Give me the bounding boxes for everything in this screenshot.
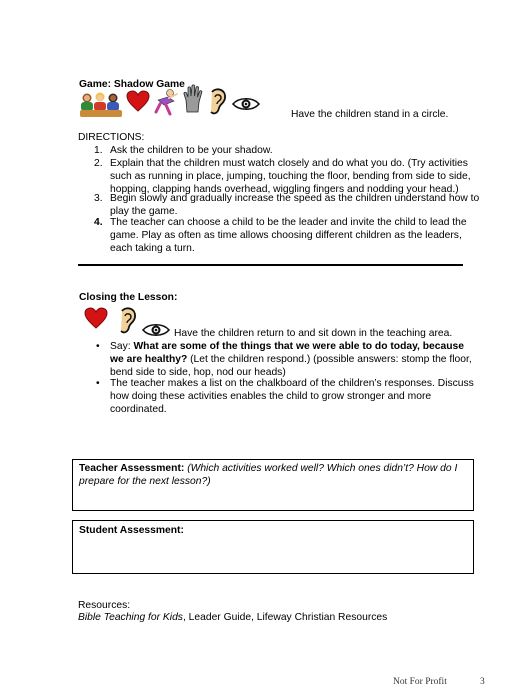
closing-icon-caption: Have the children return to and sit down in the teaching area.	[174, 328, 453, 339]
game-icon-caption: Have the children stand in a circle.	[291, 109, 449, 120]
direction-step-2	[78, 157, 470, 196]
step-text: hopping, clapping hands overhead, wiggling fingers and nodding your head.)	[110, 184, 459, 195]
teacher-assessment-prompt: (Which activities worked well? Which ones didn’t? How do I	[187, 463, 458, 474]
section-divider	[78, 264, 463, 266]
person-icon	[152, 88, 180, 116]
direction-step-1	[78, 144, 470, 157]
closing-bullet-2	[78, 377, 474, 416]
resources-citation	[78, 611, 387, 624]
bullet-icon: •	[96, 378, 100, 389]
bullet-text: coordinated.	[110, 404, 167, 415]
step-number: 2.	[94, 158, 103, 169]
teacher-assessment-box[interactable]	[72, 459, 474, 511]
children-icon	[78, 92, 124, 118]
bullet-icon: •	[96, 341, 100, 352]
teacher-assessment-label: Teacher Assessment:	[79, 463, 185, 474]
footer-text: Not For Profit	[393, 677, 447, 687]
question-text: we are healthy?	[110, 354, 188, 365]
step-text: play the game.	[110, 206, 178, 217]
say-label: Say:	[110, 341, 134, 352]
step-number: 4.	[94, 217, 103, 228]
hand-icon	[182, 84, 204, 114]
answer-text: (Let the children respond.) (possible answers: stomp the floor,	[187, 354, 472, 365]
question-text: What are some of the things that we were able to do today, because	[133, 341, 464, 352]
book-title: Bible Teaching for Kids	[78, 612, 183, 623]
answer-text: bend side to side, hop, nod our heads)	[110, 367, 286, 378]
step-text: such as running in place, jumping, touching the floor, bending from side to side,	[110, 171, 471, 182]
ear-icon	[116, 307, 138, 335]
ear-icon	[206, 88, 228, 116]
heart-icon	[126, 90, 150, 112]
resources-heading: Resources:	[78, 600, 131, 611]
eye-icon	[232, 96, 260, 112]
step-text: Ask the children to be your shadow.	[110, 145, 273, 156]
step-text: Begin slowly and gradually increase the speed as the children understand how to	[110, 193, 480, 204]
step-text: Explain that the children must watch closely and do what you do. (Try activities	[110, 158, 468, 169]
closing-bullet-1	[78, 340, 470, 379]
page-number: 3	[480, 677, 485, 687]
bullet-text: The teacher makes a list on the chalkboard of the children’s responses. Discuss	[110, 378, 474, 389]
step-text: each taking a turn.	[110, 243, 195, 254]
step-text: The teacher can choose a child to be the leader and invite the child to lead the	[110, 217, 467, 228]
resource-detail: , Leader Guide, Lifeway Christian Resources	[182, 612, 388, 623]
student-assessment-box[interactable]	[72, 520, 474, 574]
eye-icon	[142, 322, 170, 338]
direction-step-4	[78, 216, 470, 255]
teacher-assessment-prompt: prepare for the next lesson?)	[79, 476, 211, 487]
direction-step-3	[78, 192, 480, 218]
step-text: game. Play as often as time allows choosing different children as the leaders,	[110, 230, 462, 241]
closing-title: Closing the Lesson:	[79, 292, 178, 303]
directions-heading: DIRECTIONS:	[78, 132, 145, 143]
bullet-text: how doing these activities enables the child to grow stronger and more	[110, 391, 432, 402]
step-number: 3.	[94, 193, 103, 204]
game-title: Game: Shadow Game	[79, 79, 185, 90]
student-assessment-label: Student Assessment:	[79, 525, 184, 536]
heart-icon	[84, 307, 108, 329]
step-number: 1.	[94, 145, 103, 156]
